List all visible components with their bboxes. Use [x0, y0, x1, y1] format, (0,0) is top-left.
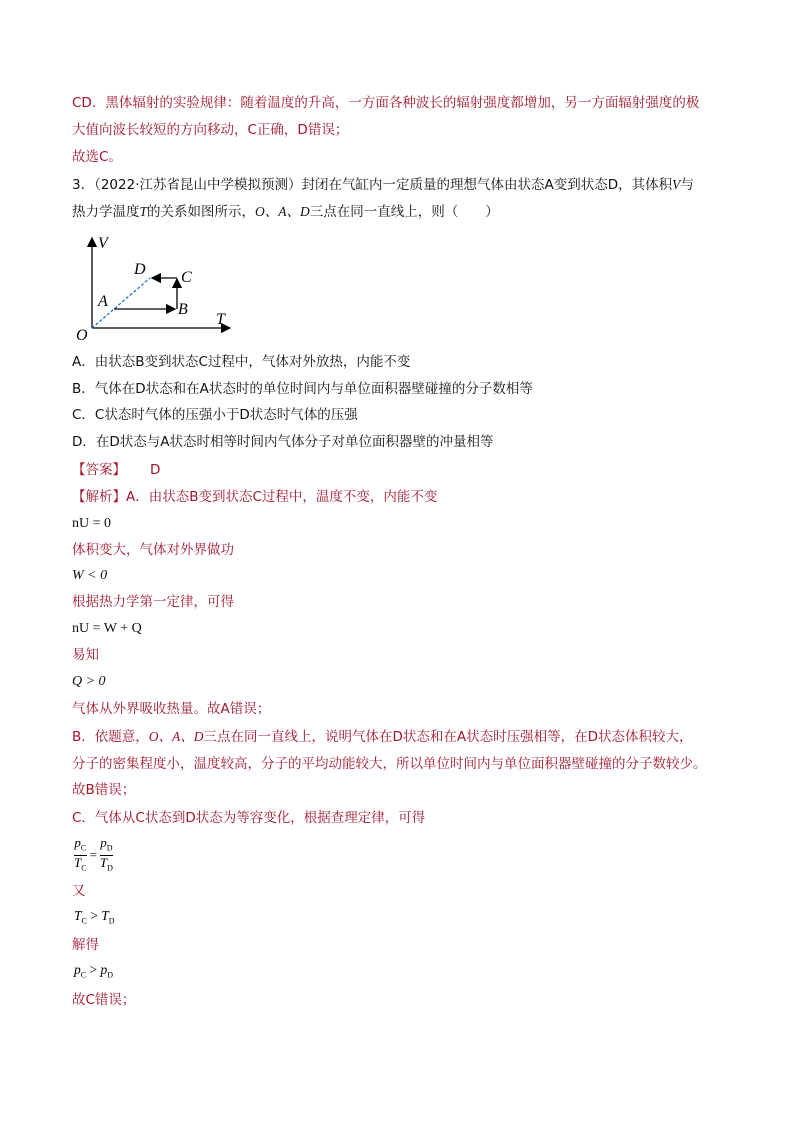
- fraction-left: [74, 836, 87, 874]
- b1-suffix: 三点在同一直线上，说明气体在D状态和在A状态时压强相等，在D状态体积较大，: [203, 729, 693, 745]
- p-right-sub: D: [107, 970, 113, 980]
- eq-temperature-compare: $T_C > T_D$: [74, 908, 115, 926]
- charles-law-equation: $\frac{p_C}{T_C}$ = $\frac{p_D}{T_D}$: [74, 835, 113, 873]
- absorb-heat-line: 气体从外界吸收热量。故A错误；: [72, 701, 271, 717]
- frac-left-num: p: [74, 835, 81, 850]
- p-right: p: [100, 962, 108, 977]
- frac-left-den-sub: C: [81, 863, 87, 873]
- option-c: C．C状态时气体的压强小于D状态时气体的压强: [72, 407, 358, 423]
- eq-delta-u-zero: nU = 0: [72, 516, 112, 531]
- q3-suffix: 与: [680, 177, 694, 193]
- frac-left-den: T: [74, 854, 82, 870]
- frac-right-den-sub: D: [107, 863, 113, 873]
- q3-t-symbol: T: [139, 204, 148, 219]
- eq-pressure-compare: $p_C > p_D$: [74, 962, 113, 980]
- t-left-sub: C: [81, 916, 87, 926]
- option-b: B．气体在D状态和在A状态时的单位时间内与单位面积器壁碰撞的分子数相等: [72, 381, 533, 397]
- analysis-a-text: A．由状态B变到状态C过程中，温度不变，内能不变: [126, 489, 438, 505]
- eq-w-negative: W < 0: [72, 568, 108, 583]
- frac-right-num-sub: D: [106, 843, 113, 853]
- question-3-line-1: [72, 175, 694, 195]
- eq-q-positive: Q > 0: [72, 674, 106, 689]
- first-law-line: 根据热力学第一定律，可得: [72, 594, 234, 610]
- vt-diagram: [70, 232, 240, 342]
- origin-label: O: [76, 327, 88, 342]
- option-d: D．在D状态与A状态时相等时间内气体分子对单位面积器壁的冲量相等: [72, 434, 494, 450]
- question-3-line-2: [72, 202, 499, 222]
- q3-line2-b: 的关系如图所示，: [147, 204, 256, 220]
- fraction-right: [100, 836, 113, 874]
- frac-right-den: T: [99, 854, 108, 870]
- analysis-line-a: [72, 487, 437, 507]
- answer-value: D: [150, 462, 161, 478]
- analysis-c-line-1: C．气体从C状态到D状态为等容变化，根据查理定律，可得: [72, 810, 426, 826]
- b1-oad: O、A、D: [148, 729, 204, 744]
- q3-line2-a: 热力学温度: [72, 204, 140, 220]
- t-right: T: [101, 908, 109, 923]
- easy-know-line: 易知: [72, 647, 99, 663]
- frac-right-num: p: [100, 835, 107, 850]
- t-right-sub: D: [108, 916, 115, 926]
- solve-line: 解得: [72, 937, 99, 953]
- q3-prefix: 3．（2022·江苏省昆山中学模拟预测）封闭在气缸内一定质量的理想气体由状态A变到状态D，其体积: [72, 177, 673, 193]
- q3-line2-c: 三点在同一直线上，则（ ）: [309, 204, 499, 220]
- q3-oad: O、A、D: [255, 204, 310, 219]
- point-a-label: A: [98, 293, 108, 310]
- b1-prefix: B．依题意，: [72, 729, 149, 745]
- analysis-b-line-3: 故B错误；: [72, 782, 136, 798]
- eq-first-law: nU = W + Q: [72, 621, 142, 636]
- again-line: 又: [72, 883, 86, 899]
- axis-v-label: V: [98, 235, 108, 252]
- q3-v-symbol: V: [672, 177, 681, 192]
- point-c-label: C: [181, 269, 192, 286]
- answer-line: [72, 460, 160, 480]
- p-left-sub: C: [80, 970, 87, 980]
- cd-line-2: 大值向波长较短的方向移动，C正确，D错误；: [72, 122, 349, 138]
- cd-line-1: CD．黑体辐射的实验规律：随着温度的升高，一方面各种波长的辐射强度都增加，另一方面辐射强度的极: [72, 95, 700, 111]
- point-b-label: B: [178, 301, 188, 318]
- c-wrong-line: 故C错误；: [72, 992, 136, 1008]
- frac-left-num-sub: C: [80, 843, 87, 853]
- volume-increase-line: 体积变大，气体对外界做功: [72, 542, 234, 558]
- answer-tag: 【答案】: [72, 462, 126, 478]
- point-d-label: D: [134, 261, 146, 278]
- p-left: p: [74, 962, 81, 977]
- t-left: T: [74, 908, 82, 923]
- choose-c-line: 故选C。: [72, 149, 122, 165]
- analysis-tag: 【解析】: [72, 489, 126, 505]
- analysis-b-line-2: 分子的密集程度小，温度较高，分子的平均动能较大，所以单位时间内与单位面积器壁碰撞的分子数较少。: [72, 756, 707, 772]
- axis-t-label: T: [216, 311, 225, 328]
- analysis-b-line-1: [72, 727, 693, 747]
- option-a: A．由状态B变到状态C过程中，气体对外放热，内能不变: [72, 354, 411, 370]
